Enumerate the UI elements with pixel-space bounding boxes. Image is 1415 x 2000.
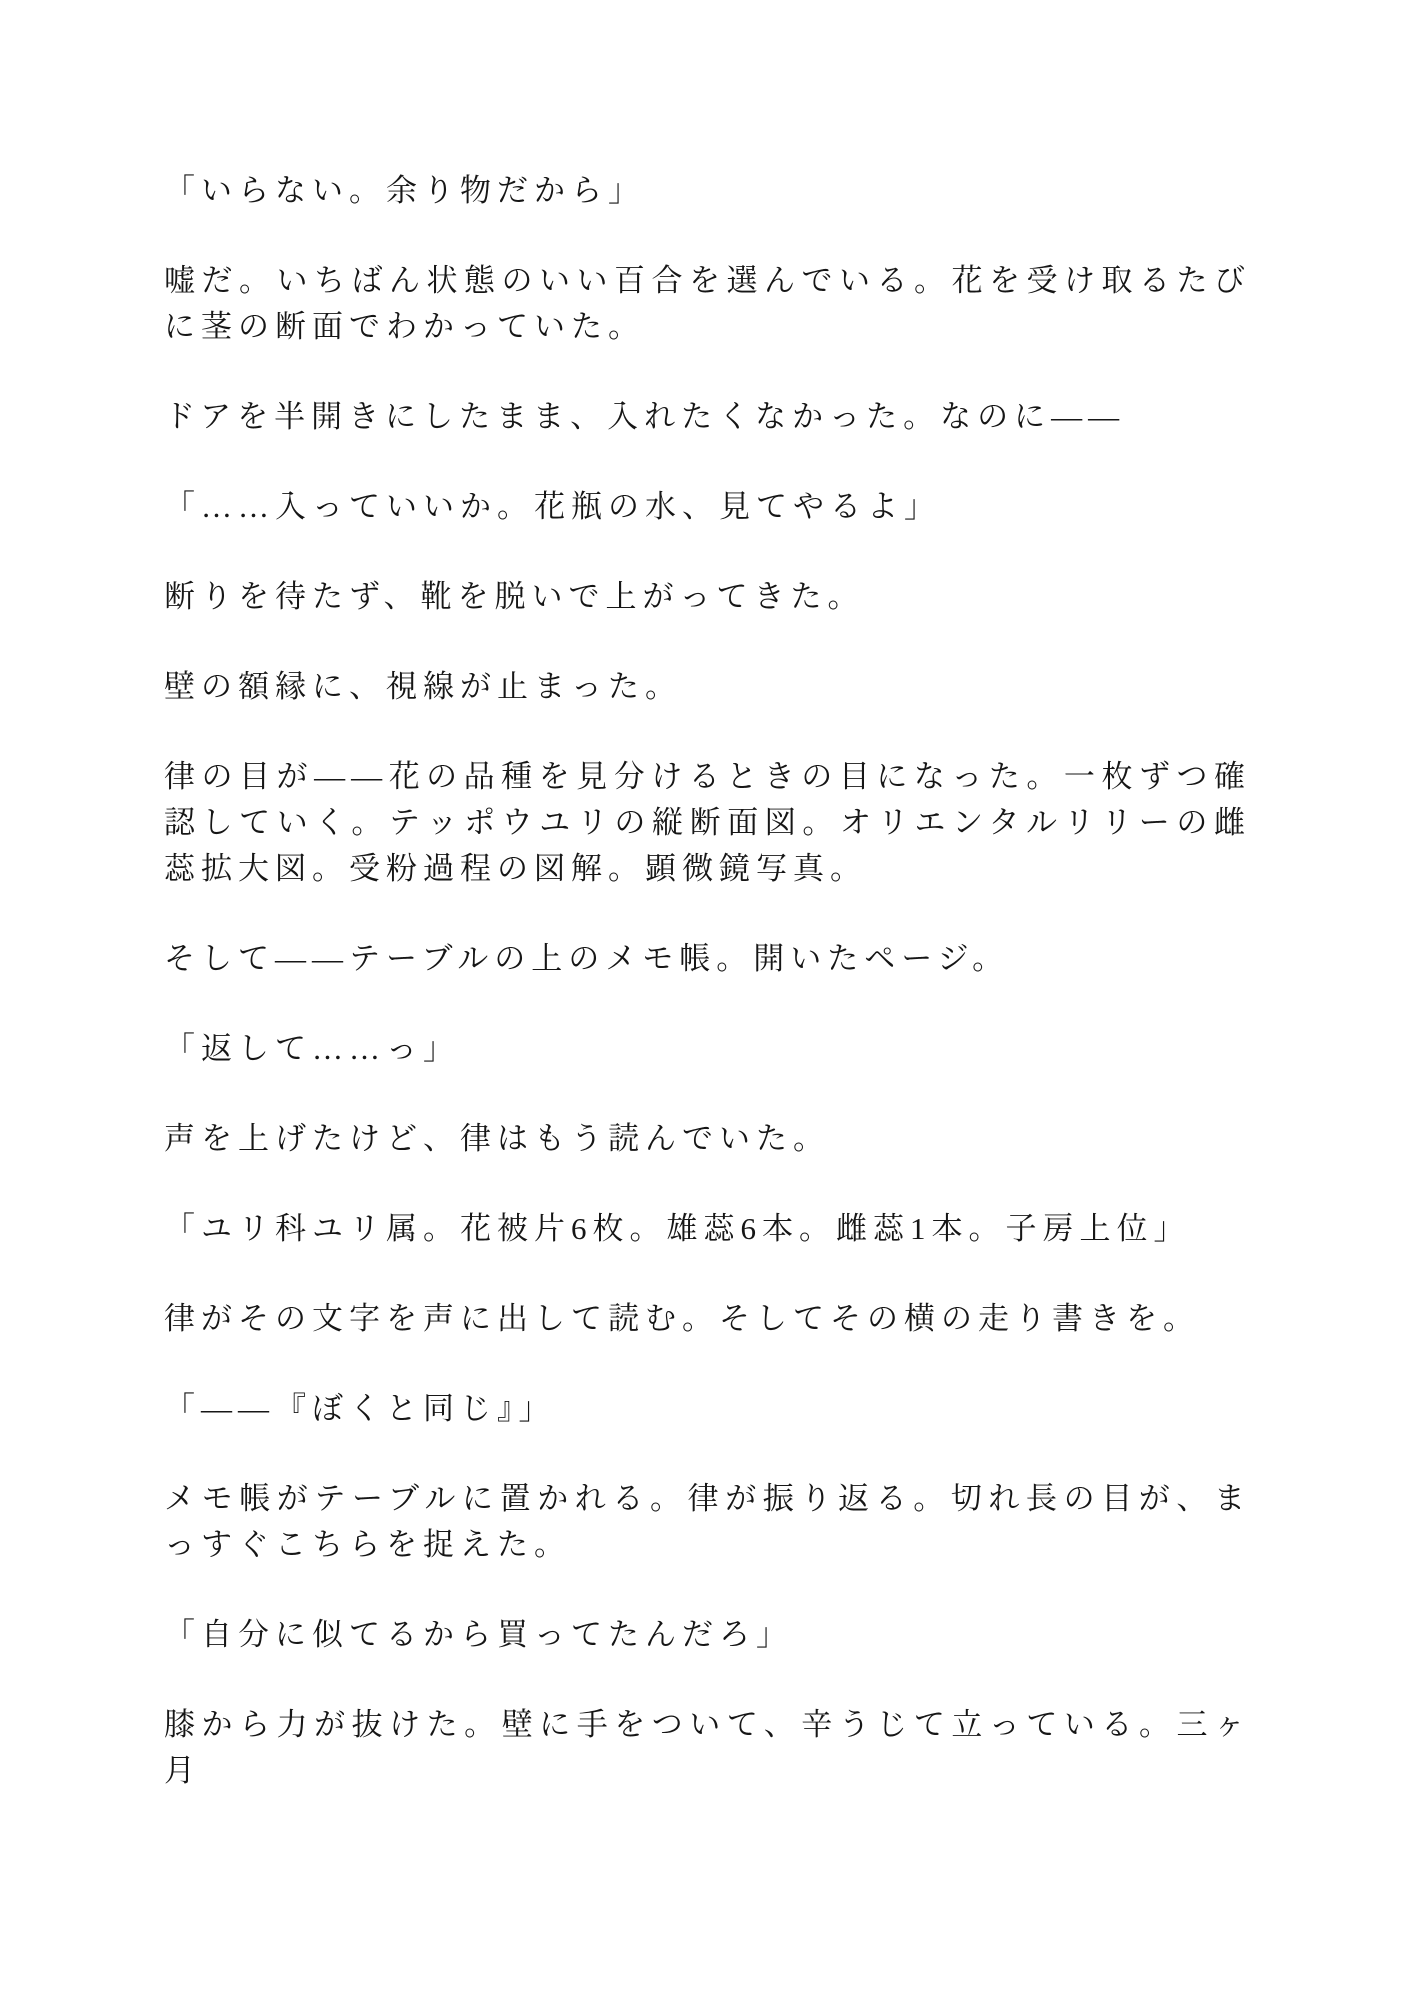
paragraph: 「ユリ科ユリ属。花被片6枚。雄蕊6本。雌蕊1本。子房上位」	[164, 1211, 1191, 1246]
paragraph: 「いらない。余り物だから」	[164, 173, 645, 208]
paragraph: 断りを待たず、靴を脱いで上がってきた。	[164, 579, 865, 614]
paragraph: 「自分に似てるから買ってたんだろ」	[164, 1617, 793, 1652]
paragraph: そして――テーブルの上のメモ帳。開いたページ。	[164, 941, 1010, 976]
paragraph: 声を上げたけど、律はもう読んでいた。	[164, 1121, 830, 1156]
paragraph: 律がその文字を声に出して読む。そしてその横の走り書きを。	[164, 1301, 1200, 1336]
paragraph: 壁の額縁に、視線が止まった。	[164, 669, 682, 704]
paragraph: メモ帳がテーブルに置かれる。律が振り返る。切れ長の目が、まっすぐこちらを捉えた。	[164, 1481, 1251, 1562]
paragraph: 「――『ぼくと同じ』」	[164, 1391, 556, 1426]
paragraph: 「返して……っ」	[164, 1031, 460, 1066]
paragraph: 膝から力が抜けた。壁に手をついて、辛うじて立っている。三ヶ月	[164, 1707, 1251, 1788]
paragraph: 「……入っていいか。花瓶の水、見てやるよ」	[164, 489, 941, 524]
paragraph: ドアを半開きにしたまま、入れたくなかった。なのに――	[164, 399, 1126, 434]
paragraph: 律の目が――花の品種を見分けるときの目になった。一枚ずつ確認していく。テッポウユリの縦断面図。オリエンタルリリーの雌蕊拡大図。受粉過程の図解。顕微鏡写真。	[164, 759, 1251, 886]
paragraph: 嘘だ。いちばん状態のいい百合を選んでいる。花を受け取るたびに茎の断面でわかっていた。	[164, 263, 1251, 344]
